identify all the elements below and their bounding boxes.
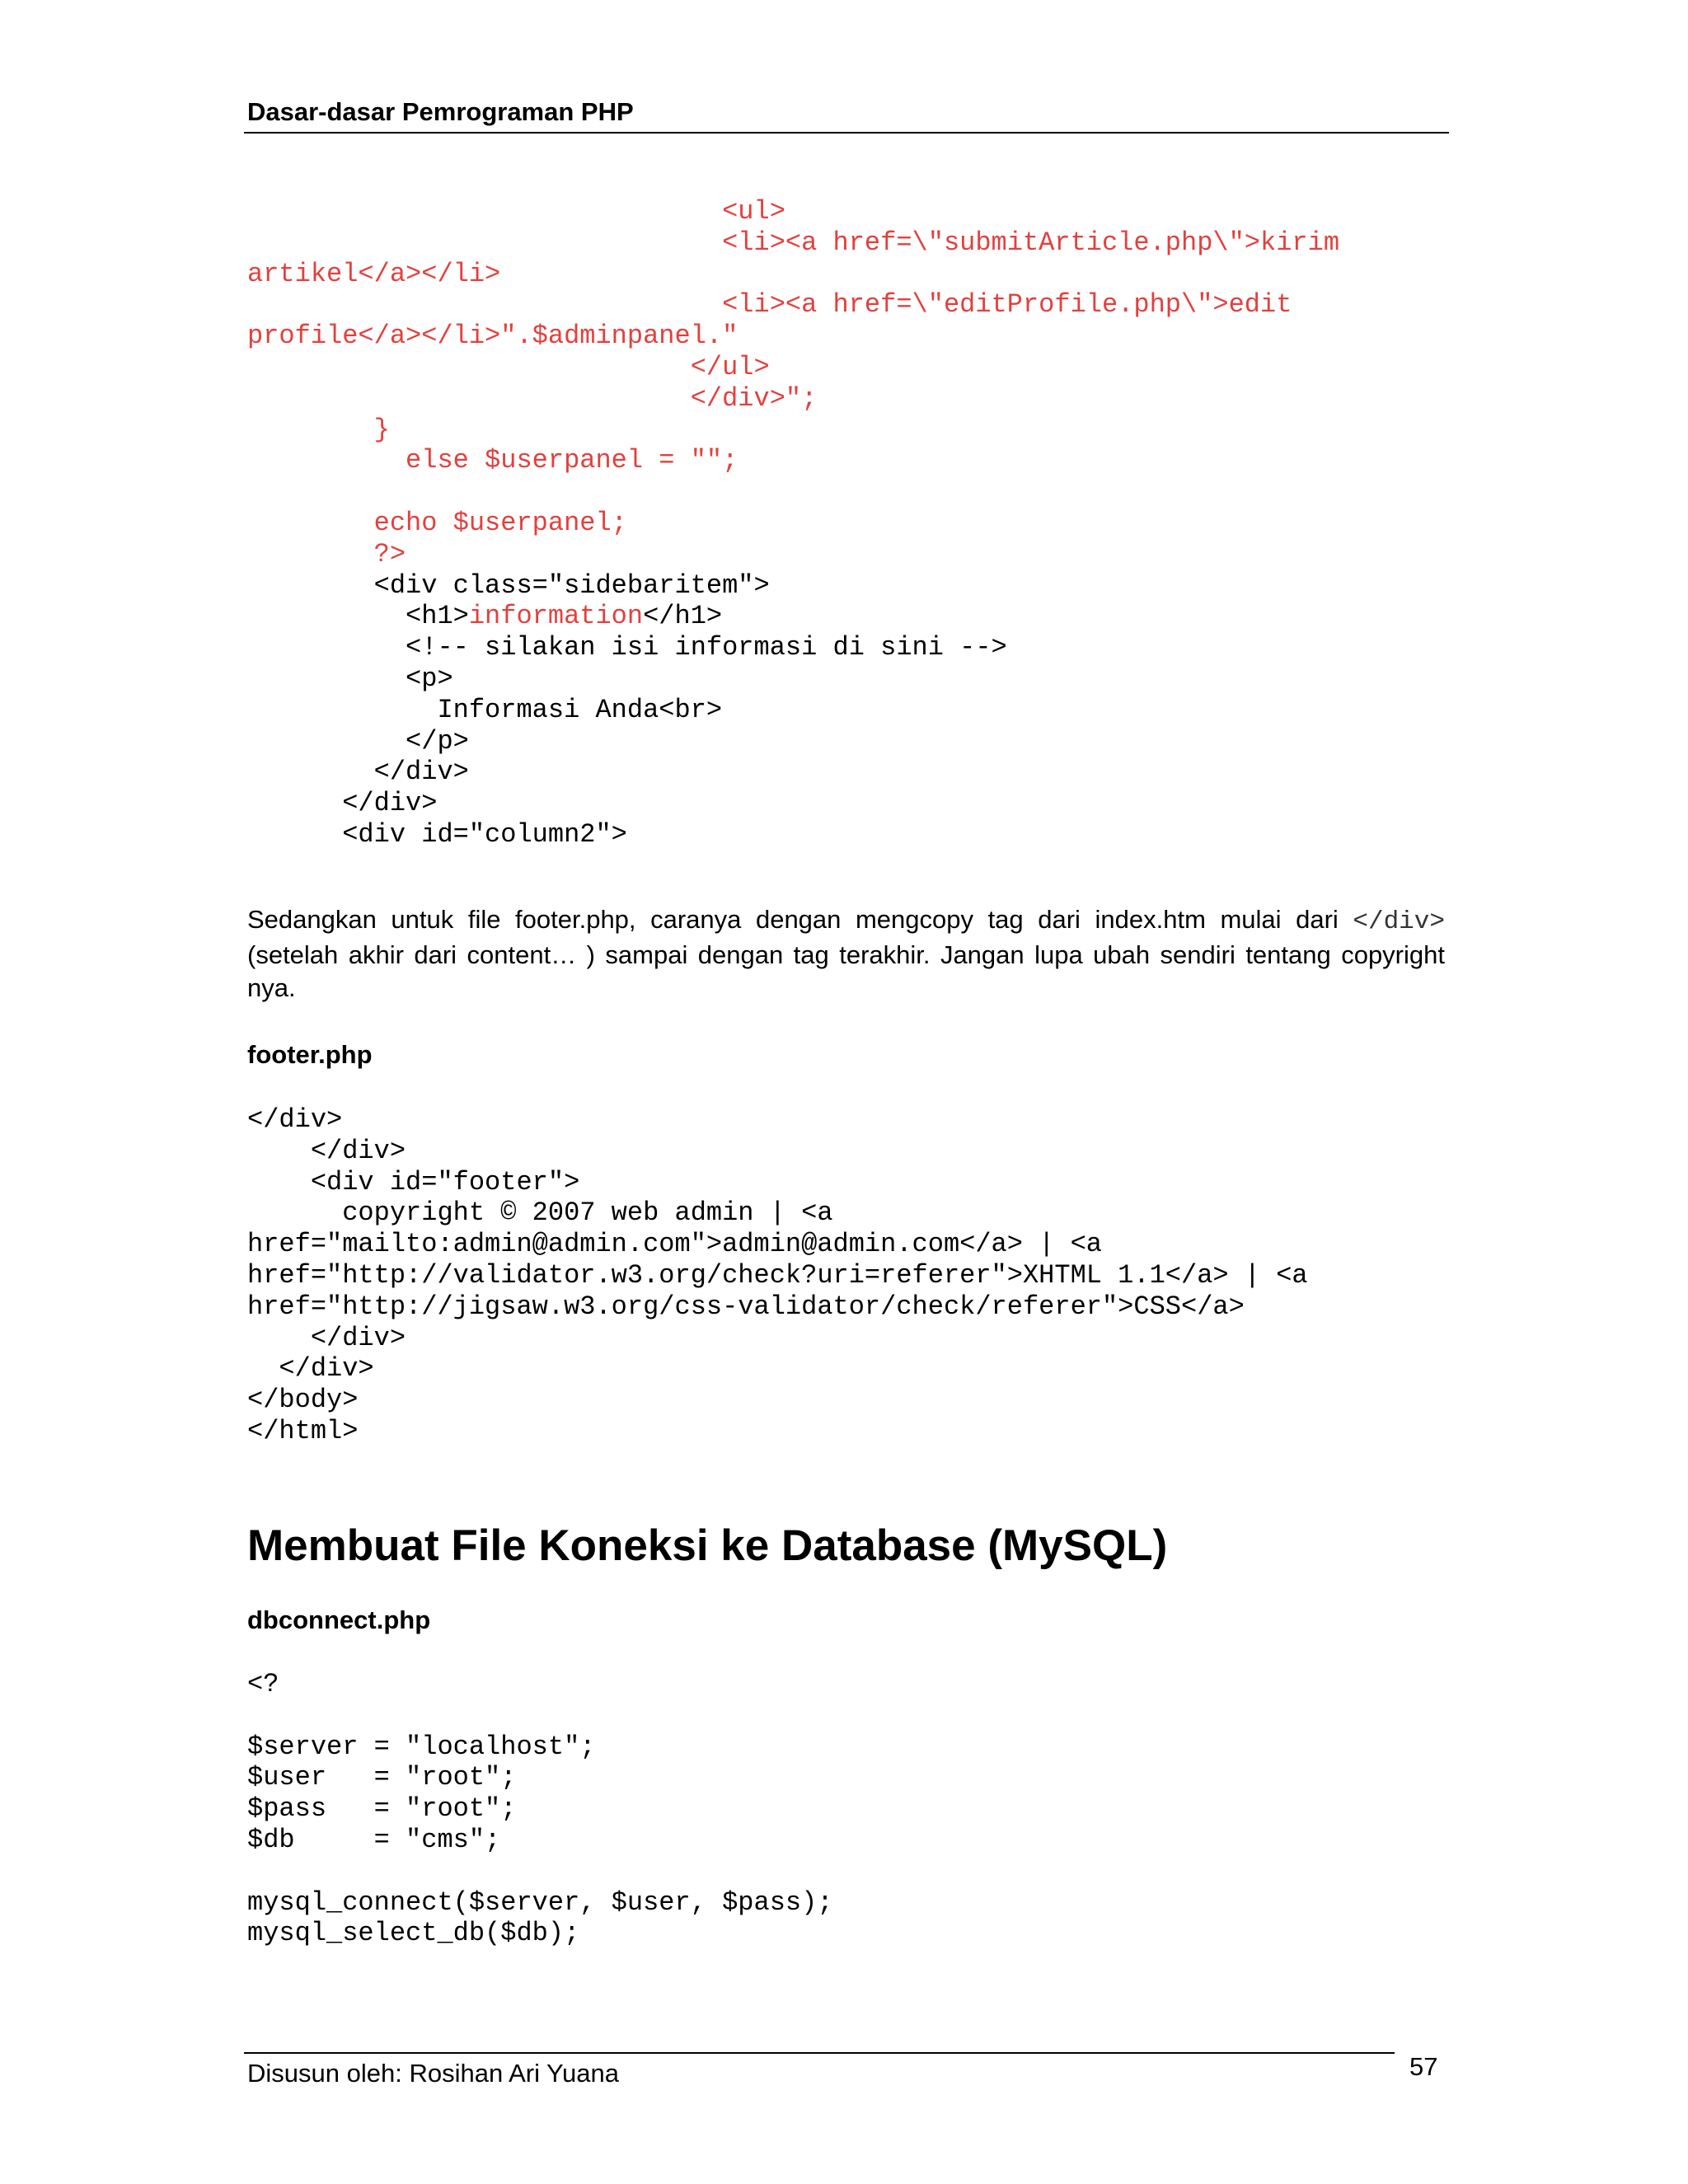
code-line — [247, 695, 722, 725]
code-line — [247, 788, 437, 818]
code-block-dbconnect: <? $server = "localhost"; $user = "root"; $pass = "root"; $db = "cms"; mysql_connect($server, $user, $pass); mysql_select_db($db); — [247, 1669, 833, 1949]
code-line — [247, 726, 469, 757]
paragraph-text-1: Sedangkan untuk file footer.php, caranya dengan mengcopy tag dari index.htm mulai dari — [247, 905, 1353, 934]
footer-author: Disusun oleh: Rosihan Ari Yuana — [247, 2059, 619, 2088]
code-block-footer: </div> </div> <div id="footer"> copyright © 2007 web admin | <a href="mailto:admin@admin.com">admin@admin.com</a> | <a href="http://validator.w3.org/check?uri=referer">XHTML 1.1</a> | <a href="http://jigsaw.w3.org/css-validator/check/referer">CSS</a> </div> </div> </body> </html> — [247, 1104, 1308, 1446]
code-line — [247, 383, 817, 414]
code-line — [247, 601, 722, 631]
running-header-title: Dasar-dasar Pemrograman PHP — [247, 97, 634, 126]
code-line-text: <div class="sidebaritem"> — [247, 569, 770, 601]
paragraph-footer-instructions — [247, 903, 1445, 1005]
code-line-text: </ul> — [247, 351, 770, 382]
code-line-text: Informasi Anda<br> — [247, 694, 723, 725]
code-line-highlight: information — [468, 601, 644, 632]
code-line — [247, 819, 627, 850]
code-line-text: </div> — [247, 757, 469, 788]
code-line — [247, 321, 738, 351]
code-line — [247, 352, 770, 382]
code-line — [247, 415, 390, 445]
code-line-text: ?> — [247, 538, 406, 569]
code-line-after: </h1> — [643, 601, 723, 632]
page-number: 57 — [1409, 2052, 1438, 2081]
code-line-text: </div>"; — [247, 382, 818, 414]
section-title: Membuat File Koneksi ke Database (MySQL) — [247, 1521, 1168, 1570]
inline-code-div: </div> — [1353, 907, 1445, 936]
code-line-text: <h1> — [247, 601, 469, 632]
code-line-text: <!-- silakan isi informasi di sini --> — [247, 632, 1007, 663]
code-line-text: echo $userpanel; — [247, 507, 627, 538]
code-line — [247, 227, 1339, 258]
code-line-text: <p> — [247, 663, 453, 694]
code-line-text: </p> — [247, 725, 469, 757]
header-divider — [244, 132, 1449, 134]
code-block-sidebar — [247, 196, 1339, 851]
code-line — [247, 289, 1292, 320]
code-line — [247, 445, 738, 476]
code-line-text: <li><a href=\"editProfile.php\">edit — [247, 289, 1292, 321]
code-line-text: <ul> — [247, 196, 785, 227]
code-line-text: } — [247, 414, 390, 445]
code-line — [247, 663, 453, 694]
code-line-text: <div id="column2"> — [247, 818, 627, 850]
code-line — [247, 508, 627, 538]
dbconnect-php-heading: dbconnect.php — [247, 1605, 431, 1634]
code-line-text: artikel</a></li> — [247, 258, 501, 289]
code-line-text: </div> — [247, 788, 438, 819]
paragraph-text-2: (setelah akhir dari content… ) sampai dengan tag terakhir. Jangan lupa ubah sendiri tentang copyright nya. — [247, 940, 1445, 1002]
code-line — [247, 196, 785, 227]
code-line — [247, 632, 1007, 663]
code-line — [247, 259, 500, 289]
footer-divider — [244, 2052, 1395, 2054]
code-line-text: else $userpanel = ""; — [247, 445, 738, 476]
code-line — [247, 757, 469, 787]
code-line-text: <li><a href=\"submitArticle.php\">kirim — [247, 227, 1340, 258]
code-line — [247, 570, 770, 601]
code-line-text: profile</a></li>".$adminpanel." — [247, 321, 738, 352]
footer-php-heading: footer.php — [247, 1040, 373, 1069]
code-line — [247, 539, 406, 569]
